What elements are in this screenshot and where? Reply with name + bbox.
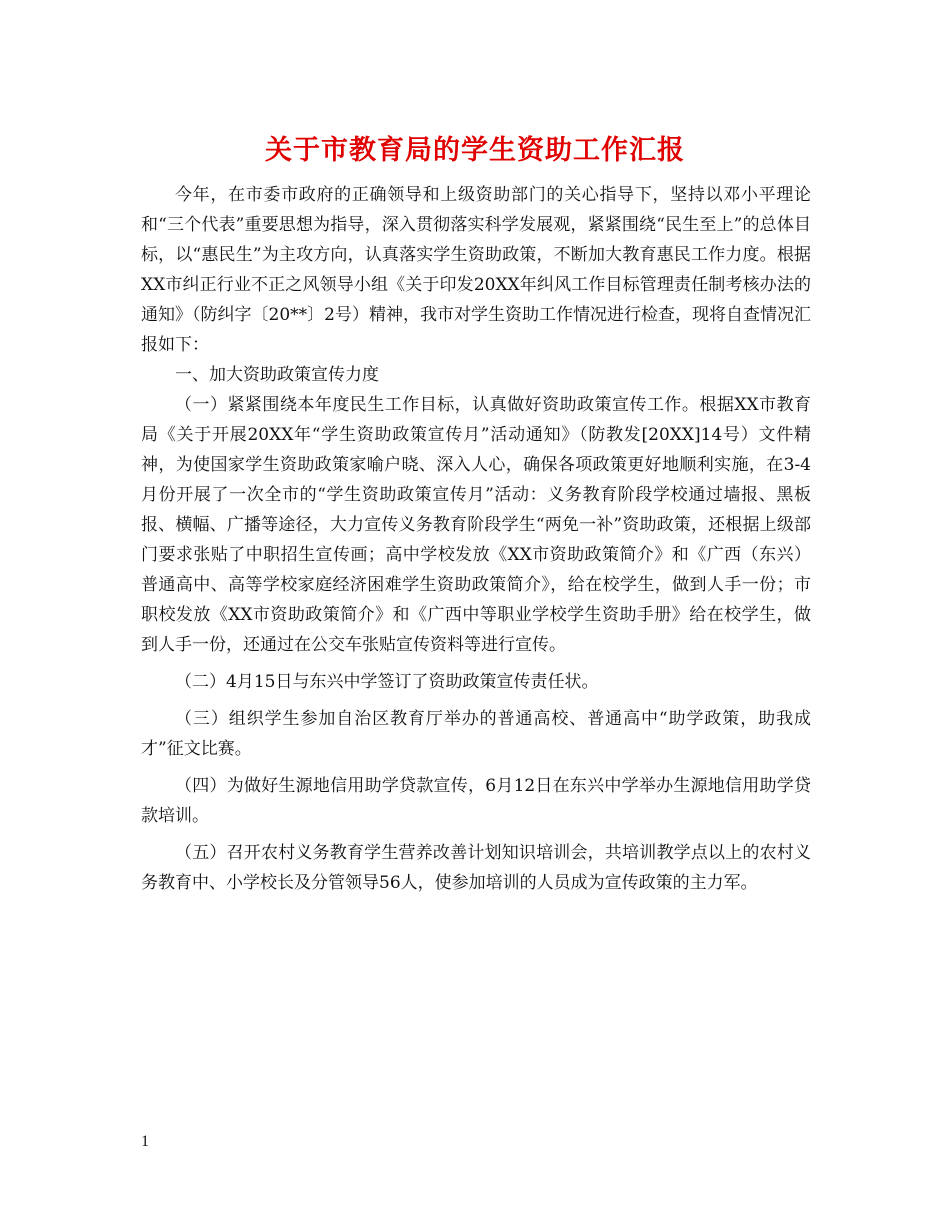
paragraph-item-3: （三）组织学生参加自治区教育厅举办的普通高校、普通高中“助学政策，助我成才”征文比赛。 bbox=[141, 709, 811, 759]
page-number: 1 bbox=[141, 1133, 149, 1150]
paragraph-item-2: （二）4月15日与东兴中学签订了资助政策宣传责任状。 bbox=[175, 672, 599, 692]
document-body bbox=[141, 174, 811, 898]
paragraph-item-1: （一）紧紧围绕本年度民生工作目标，认真做好资助政策宣传工作。根据XX市教育局《关于开展20XX年“学生资助政策宣传月”活动通知》（防教发[20XX]14号）文件精神，为使国家学生资助政策家喻户晓、深入人心，确保各项政策更好地顺利实施，在3-4月份开展了一次全市的“学生资助政策宣传月”活动：义务教育阶段学校通过墙报、黑板报、横幅、广播等途径，大力宣传义务教育阶段学生“两免一补”资助政策，还根据上级部门要求张贴了中职招生宣传画；高中学校发放《XX市资助政策简介》和《广西（东兴）普通高中、高等学校家庭经济困难学生资助政策简介》，给在校学生，做到人手一份；市职校发放《XX市资助政策简介》和《广西中等职业学校学生资助手册》给在校学生，做到人手一份，还通过在公交车张贴宣传资料等进行宣传。 bbox=[141, 395, 811, 655]
paragraph-item-4: （四）为做好生源地信用助学贷款宣传，6月12日在东兴中学举办生源地信用助学贷款培训。 bbox=[141, 776, 811, 826]
paragraph-intro: 今年，在市委市政府的正确领导和上级资助部门的关心指导下，坚持以邓小平理论和“三个代表”重要思想为指导，深入贯彻落实科学发展观，紧紧围绕“民生至上”的总体目标，以“惠民生”为主攻方向，认真落实学生资助政策，不断加大教育惠民工作力度。根据XX市纠正行业不正之风领导小组《关于印发20XX年纠风工作目标管理责任制考核办法的通知》（防纠字〔20**〕2号）精神，我市对学生资助工作情况进行检查，现将自查情况汇报如下： bbox=[141, 185, 811, 355]
paragraph-item-5: （五）召开农村义务教育学生营养改善计划知识培训会，共培训教学点以上的农村义务教育中、小学校长及分管领导56人，使参加培训的人员成为宣传政策的主力军。 bbox=[141, 843, 811, 893]
section-heading: 一、加大资助政策宣传力度 bbox=[175, 365, 379, 385]
document-title: 关于市教育局的学生资助工作汇报 bbox=[265, 135, 685, 166]
